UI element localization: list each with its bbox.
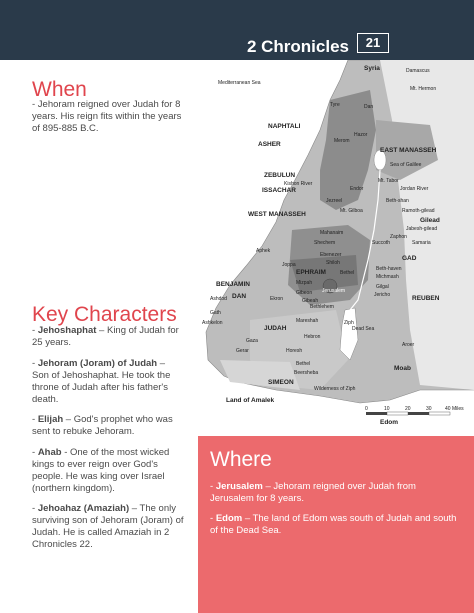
character-name: Jehoshaphat [37, 325, 97, 336]
when-text [32, 99, 182, 144]
map-label-zebulun: ZEBULUN [264, 172, 296, 179]
character-desc: – King of Judah for 25 years. [32, 325, 179, 348]
scale-label: 10 [384, 406, 390, 412]
character-name: Elijah [37, 414, 64, 425]
scale-label: 40 Miles [445, 406, 464, 412]
map-label-asher: ASHER [258, 141, 281, 148]
map-label-gilgal: Gilgal [376, 284, 389, 290]
map-label-dan-city: Dan [364, 104, 374, 110]
map-label-bethlehem: Bethlehem [310, 304, 334, 310]
map-label-merom: Merom [334, 138, 350, 144]
where-item: - Jerusalem – Jehoram reigned over Judah from Jerusalem for 8 years. [210, 481, 416, 504]
map-label-syria: Syria [364, 65, 380, 72]
map-label-gaza: Gaza [246, 338, 258, 344]
map-label-gibeon: Gibeon [296, 290, 313, 296]
map-label-ashdod: Ashdod [210, 296, 227, 302]
map-label-gibeah: Gibeah [302, 298, 319, 304]
map-label-aphek: Aphek [256, 248, 271, 254]
character-item: - Jehoahaz (Amaziah) – The only surviving son of Jehoram (Joram) of Judah. He is called Amaziah in 2 Chronicles 22. [32, 503, 184, 550]
where-panel [198, 436, 474, 613]
map-label-issachar: ISSACHAR [262, 187, 296, 194]
map-label-gilead: Gilead [420, 217, 440, 224]
scale-label: 0 [365, 406, 368, 412]
character-name: Jehoahaz (Amaziah) [37, 503, 130, 514]
map-label-dead-sea: Dead Sea [352, 326, 375, 332]
map-label-samaria: Mahanaim [320, 230, 344, 236]
map-label-gath: Gath [210, 310, 221, 316]
map-label-jezreel: Jezreel [326, 198, 343, 204]
map-label-east-manasseh: EAST MANASSEH [380, 147, 437, 154]
character-desc: – Son of Jehoshaphat. He took the throne of Judah after his father's death. [32, 357, 171, 405]
page-header [0, 0, 474, 60]
where-title: Where [210, 448, 272, 471]
map-label-endor: Endor [350, 186, 364, 192]
map-label-gerar: Gerar [236, 348, 249, 354]
map-label-judah: JUDAH [264, 325, 287, 332]
map-label-simeon: SIMEON [268, 379, 294, 386]
character-item: - Elijah – God's prophet who was sent to rebuke Jehoram. [32, 414, 173, 437]
map-label-west-manasseh: WEST MANASSEH [248, 211, 306, 218]
map-label-ramoth-gilead: Ramoth-gilead [402, 208, 435, 214]
character-item: - Jehoshaphat – King of Judah for 25 years. [32, 325, 179, 348]
map-label-kishon-river: Kishon River [284, 181, 313, 187]
map-label-ashkelon: Ashkelon [202, 320, 223, 326]
map-label-beth-haven: Beth-haven [376, 266, 402, 272]
map-label-ekron: Ekron [270, 296, 284, 302]
place-name: Jerusalem [215, 481, 263, 492]
when-title: When [32, 78, 87, 101]
map-label-wilderness-of-ziph: Wilderness of Ziph [314, 386, 356, 392]
place-desc: – Jehoram reigned over Judah from Jerusalem for 8 years. [210, 481, 416, 504]
map-label-horesh: Horesh [286, 348, 303, 354]
map-label-zaphon: Zaphon [390, 234, 407, 240]
map-svg [180, 60, 474, 436]
map-label-land-of-amalek: Land of Amalek [226, 397, 275, 404]
place-desc: – The land of Edom was south of Judah and south of the Dead Sea. [210, 513, 457, 536]
map-label-edom: Edom [380, 419, 399, 426]
key-characters-list [32, 325, 184, 560]
key-characters-title: Key Characters [32, 303, 177, 326]
map-label-damascus: Damascus [406, 68, 430, 74]
character-item: - Jehoram (Joram) of Judah – Son of Jehoshaphat. He took the throne of Judah after his father's death. [32, 357, 171, 405]
character-desc: - One of the most wicked kings to ever reign over God's people. He was king over Israel (northern kingdom). [32, 446, 170, 494]
map-label-beersheba: Beersheba [294, 370, 319, 376]
character-desc: – The only surviving son of Jehoram (Joram) of Judah. He is called Amaziah in 2 Chronicles 22. [32, 503, 184, 550]
map-label-jerusalem: Jerusalem [322, 288, 346, 294]
map-label-beth-shan: Beth-shan [386, 198, 409, 204]
map-label-mt-tabor: Mt. Tabor [378, 178, 399, 184]
page-number: 21 [357, 33, 389, 53]
map-label-succoth: Succoth [372, 240, 391, 246]
map-label-hazor: Hazor [354, 132, 368, 138]
where-item: - Edom – The land of Edom was south of Judah and south of the Dead Sea. [210, 513, 457, 536]
character-name: Ahab [37, 446, 62, 458]
character-item: - Ahab - One of the most wicked kings to ever reign over God's people. He was king over Israel (northern kingdom). [32, 446, 170, 494]
map-label-moab: Moab [394, 365, 411, 372]
map-label-hebron: Hebron [304, 334, 321, 340]
israel-tribes-map [180, 60, 474, 436]
map-label-jericho: Jericho [374, 292, 391, 298]
map-label-sea-of-galilee: Sea of Galilee [390, 162, 422, 168]
map-label-gad: GAD [402, 255, 417, 262]
map-label-jordan-river: Jordan River [400, 186, 429, 192]
map-label-shechem: Shechem [314, 240, 336, 246]
map-label-mediterranean: Mediterranean Sea [218, 80, 261, 86]
map-label-bethel-south: Bethel [296, 361, 311, 367]
map-label-aroer: Aroer [402, 342, 415, 348]
map-label-shiloh: Shiloh [326, 260, 340, 266]
map-label-mt-hermon: Mt. Hermon [410, 86, 437, 92]
map-label-bethel: Bethel [340, 270, 355, 276]
map-label-joppa: Joppa [282, 262, 296, 268]
map-label-ephraim: EPHRAIM [296, 269, 326, 276]
map-label-reuben: REUBEN [412, 295, 440, 302]
character-desc: – God's prophet who was sent to rebuke Jehoram. [32, 414, 173, 437]
where-list [210, 481, 462, 545]
when-paragraph: - Jehoram reigned over Judah for 8 years. His reign fits within the years of 895-885 B.C. [32, 99, 182, 134]
map-label-tyre: Tyre [330, 102, 340, 108]
map-label-mt-gilboa: Mt. Gilboa [340, 208, 363, 214]
scale-label: 30 [426, 406, 432, 412]
place-name: Edom [215, 513, 243, 524]
scale-label: 20 [405, 406, 411, 412]
map-label-michmash: Michmash [376, 274, 399, 280]
map-label-naphtali: NAPHTALI [268, 123, 301, 130]
map-label-ebenezer: Ebenezer [320, 252, 342, 258]
map-label-benjamin: BENJAMIN [216, 281, 250, 288]
map-label-mareshah: Mareshah [296, 318, 319, 324]
book-title: 2 Chronicles [246, 37, 349, 56]
map-scale-bar [365, 406, 464, 415]
map-label-mahanaim: Samaria [412, 240, 431, 246]
map-label-ziph: Ziph [344, 320, 354, 326]
map-label-dan-region: DAN [232, 293, 247, 300]
map-label-mizpah: Mizpah [296, 280, 313, 286]
character-name: Jehoram (Joram) of Judah [37, 357, 158, 369]
map-label-jabesh-gilead: Jabesh-gilead [406, 226, 438, 232]
